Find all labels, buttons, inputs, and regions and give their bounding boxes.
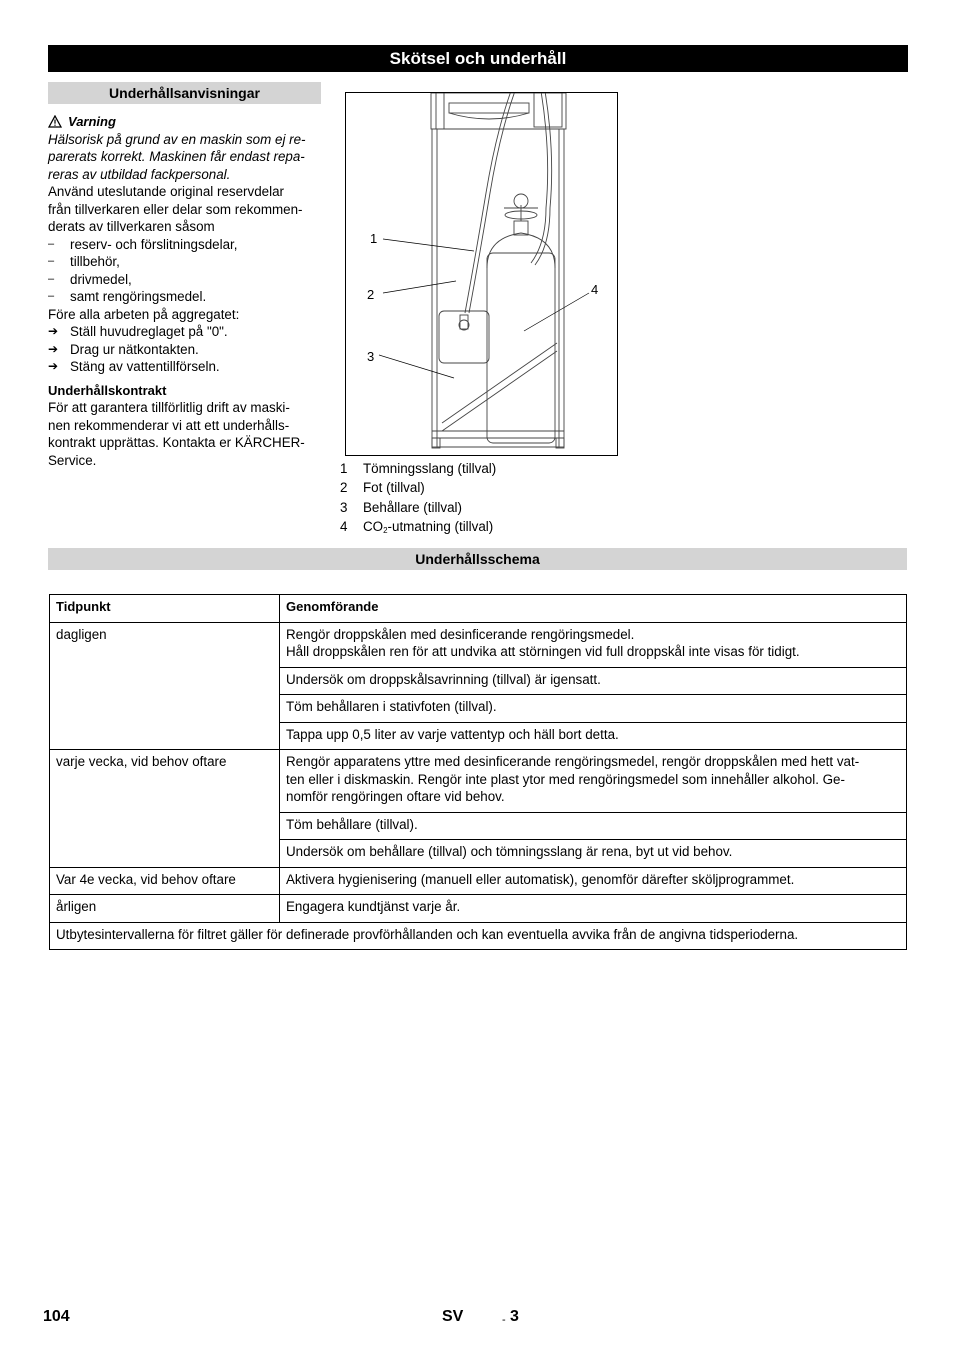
list-item: – drivmedel, — [48, 271, 132, 287]
task-cell: Aktivera hygienisering (manuell eller automatisk), genomför därefter sköljprogrammet. — [280, 867, 907, 895]
time-cell: varje vecka, vid behov oftare — [50, 750, 280, 868]
legend-item: 4 $CO_2$-utmatning (tillval) — [340, 518, 494, 535]
task-cell: Töm behållaren i stativfoten (tillval). — [280, 695, 907, 723]
list-item: ➔ Stäng av vattentillförseln. — [48, 359, 220, 374]
callout-1: 1 — [370, 231, 378, 246]
column-header-time: Tidpunkt — [50, 595, 280, 623]
table-note: Utbytesintervallerna för filtret gäller för definerade provförhållanden och kan eventuella avvika från de angivna tidsperioderna. — [50, 922, 907, 950]
task-cell: Undersök om behållare (tillval) och tömningsslang är rena, byt ut vid behov. — [280, 840, 907, 868]
contract-text: För att garantera tillförlitlig drift av maski- nen rekommenderar vi att ett underhålls- kontrakt upprättas. Kontakta er KÄRCHER- Service. — [48, 400, 305, 468]
task-cell: Undersök om droppskålsavrinning (tillval) är igensatt. — [280, 667, 907, 695]
callout-3: 3 — [367, 349, 375, 364]
section-title-maintenance-instructions: Underhållsanvisningar — [48, 82, 321, 104]
table-row — [50, 750, 907, 813]
legend-item: 3 Behållare (tillval) — [340, 499, 462, 515]
page-title: Skötsel och underhåll — [48, 45, 908, 72]
step-list — [48, 323, 328, 376]
table-row — [50, 622, 907, 667]
column-header-action: Genomförande — [280, 595, 907, 623]
section-page-number: 3 — [510, 1308, 519, 1325]
task-cell: Rengör apparatens yttre med desinficerande rengöringsmedel, rengör droppskålen med hett vat- ten eller i diskmaskin. Rengör inte plast ytor med rengöringsmedel som innehåller alkohol. Ge- nomför rengöringen oftare vid behov. — [280, 750, 907, 813]
task-cell: Tappa upp 0,5 liter av varje vattentyp och häll bort detta. — [280, 722, 907, 750]
list-item: ➔ Drag ur nätkontakten. — [48, 341, 199, 357]
list-item: – reserv- och förslitningsdelar, — [48, 236, 238, 252]
time-cell: årligen — [50, 895, 280, 923]
contract-heading: Underhållskontrakt — [48, 382, 167, 398]
arrow-right-icon: ➔ — [48, 341, 59, 356]
dash-icon: – — [48, 237, 55, 250]
maintenance-instructions-text — [48, 113, 328, 469]
dash-icon: – — [48, 290, 55, 302]
arrow-right-icon: ➔ — [48, 324, 59, 338]
dash-list — [48, 236, 328, 306]
time-cell: dagligen — [50, 622, 280, 750]
task-cell: Töm behållare (tillval). — [280, 812, 907, 840]
arrow-right-icon: ➔ — [48, 359, 59, 373]
figure-legend — [340, 459, 640, 536]
time-cell: Var 4e vecka, vid behov oftare — [50, 867, 280, 895]
list-item: – tillbehör, — [48, 254, 120, 269]
callout-4: 4 — [591, 282, 599, 297]
warning-heading — [48, 113, 328, 131]
warning-text: Hälsorisk på grund av en maskin som ej re- parerats korrekt. Maskinen får endast repa- reras av utbildad fackpersonal. — [48, 131, 306, 182]
page-separator: - — [502, 1314, 506, 1326]
machine-illustration — [345, 92, 618, 456]
before-work-text: Före alla arbeten på aggregatet: — [48, 306, 240, 322]
maintenance-schedule-table — [49, 594, 907, 950]
machine-drawing — [346, 93, 618, 456]
dash-icon: – — [48, 255, 55, 267]
legend-item: 2 Fot (tillval) — [340, 480, 425, 496]
callout-2: 2 — [367, 287, 375, 302]
task-cell: Rengör droppskålen med desinficerande rengöringsmedel. Håll droppskålen ren för att undvika att störningen vid full droppskål inte visas för tidigt. — [280, 622, 907, 667]
page-number: 104 — [43, 1308, 70, 1325]
list-item: ➔ Ställ huvudreglaget på "0". — [48, 324, 228, 339]
warning-triangle-icon — [48, 115, 62, 128]
table-row — [50, 867, 907, 895]
legend-item: 1 Tömningsslang (tillval) — [340, 461, 497, 476]
list-item: – samt rengöringsmedel. — [48, 289, 207, 304]
dash-icon: – — [48, 272, 55, 285]
table-row — [50, 895, 907, 923]
warning-label: Varning — [68, 114, 116, 129]
intro-text: Använd uteslutande original reservdelar från tillverkaren eller delar som rekommen- derats av tillverkaren såsom — [48, 184, 303, 234]
section-title-maintenance-schedule: Underhållsschema — [48, 548, 907, 570]
table-note-row — [50, 922, 907, 950]
table-header-row — [50, 595, 907, 623]
task-cell: Engagera kundtjänst varje år. — [280, 895, 907, 923]
language-code: SV — [442, 1308, 464, 1325]
